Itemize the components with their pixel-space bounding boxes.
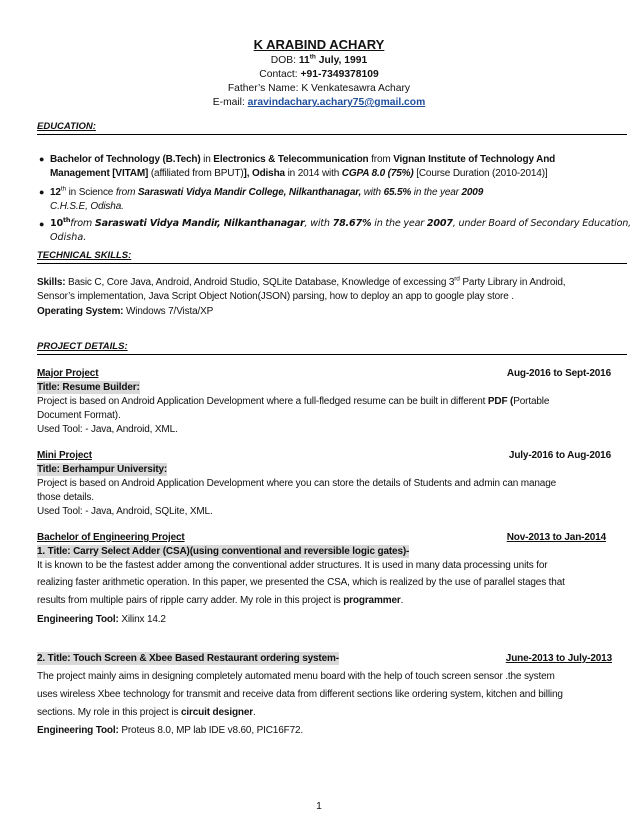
projects-heading: PROJECT DETAILS: (37, 341, 627, 355)
email-line: E-mail: aravindachary.achary75@gmail.com (212, 97, 426, 108)
bullet-icon: ● (39, 187, 45, 197)
be-desc-2: realizing faster arithmetic operation. In this paper, we presented the CSA, which is realized by the use of parallel stages that (37, 577, 565, 588)
be-project-label: Bachelor of Engineering Project (37, 532, 185, 543)
father-name: Father’s Name: K Venkatesawra Achary (227, 83, 411, 94)
touch-desc-3: sections. My role in this project is circuit designer. (37, 707, 256, 718)
tenth-line-2: Odisha. (50, 232, 87, 243)
mini-project-label: Mini Project (37, 450, 92, 461)
major-desc-2: Document Format). (37, 410, 121, 421)
be-desc-3: results from multiple pairs of ripple carry adder. My role in this project is programmer. (37, 595, 404, 606)
touch-desc-1: The project mainly aims in designing completely automated menu board with the help of touch screen sensor .the system (37, 671, 555, 682)
candidate-name: K ARABIND ACHARY (253, 37, 385, 52)
tenth-line-1: 10thfrom Saraswati Vidya Mandir, Nilkanthanagar, with 78.67% in the year 2007, under Board of Secondary Education, (50, 215, 632, 229)
skills-line-1: Skills: Basic C, Core Java, Android, Android Studio, SQLite Database, Knowledge of excessing 3rd Party Library in Android, (37, 275, 566, 288)
education-heading: EDUCATION: (37, 121, 627, 135)
major-project-dates: Aug-2016 to Sept-2016 (506, 368, 611, 379)
major-tool: Used Tool: - Java, Android, XML. (37, 424, 178, 435)
bullet-icon: ● (39, 219, 45, 229)
touch-project-dates: June-2013 to July-2013 (505, 653, 612, 664)
twelfth-line-2: C.H.S.E, Odisha. (50, 201, 124, 212)
os-line: Operating System: Windows 7/Vista/XP (37, 306, 214, 317)
touch-project-title: 2. Title: Touch Screen & Xbee Based Restaurant ordering system- (37, 653, 339, 664)
twelfth-line-1: 12th in Science from Saraswati Vidya Mandir College, Nilkanthanagar, with 65.5% in the year 2009 (50, 185, 484, 198)
major-desc-1: Project is based on Android Application Development where a full-fledged resume can be built in different PDF (Portable (37, 396, 550, 407)
skills-line-2: Sensor’s implementation, Java Script Object Notion(JSON) parsing, how to deploy an app to google play store . (37, 291, 514, 302)
be-project-dates: Nov-2013 to Jan-2014 (506, 532, 606, 543)
mini-desc-1: Project is based on Android Application Development where you can store the details of Students and admin can manage (37, 478, 557, 489)
be-desc-1: It is known to be the fastest adder among the conventional adder structures. It is used in many data processing units for (37, 560, 548, 571)
page-number: 1 (316, 801, 322, 812)
touch-tool: Engineering Tool: Proteus 8.0, MP lab IDE v8.60, PIC16F72. (37, 725, 304, 736)
mini-tool: Used Tool: - Java, Android, SQLite, XML. (37, 506, 213, 517)
bullet-icon: ● (39, 154, 45, 164)
be-project-title: 1. Title: Carry Select Adder (CSA)(using conventional and reversible logic gates)- (37, 546, 410, 557)
email-link[interactable]: aravindachary.achary75@gmail.com (247, 97, 426, 108)
btech-line-1: Bachelor of Technology (B.Tech) in Electronics & Telecommunication from Vignan Institute of Technology And (50, 154, 556, 165)
major-project-title: Title: Resume Builder: (37, 382, 140, 393)
mini-project-dates: July-2016 to Aug-2016 (508, 450, 611, 461)
mini-project-title: Title: Berhampur University: (37, 464, 168, 475)
skills-heading: TECHNICAL SKILLS: (37, 250, 627, 264)
btech-line-2: Management [VITAM] (affiliated from BPUT)], Odisha in 2014 with CGPA 8.0 (75%) [Course Duration (2010-2014)] (50, 168, 548, 179)
mini-desc-2: those details. (37, 492, 94, 503)
dob-line: DOB: 11th July, 1991 (270, 53, 368, 66)
be-tool: Engineering Tool: Xilinx 14.2 (37, 614, 166, 625)
touch-desc-2: uses wireless Xbee technology for transmit and receive data from different sections like ordering system, kitchen and billing (37, 689, 563, 700)
major-project-label: Major Project (37, 368, 99, 379)
contact-line: Contact: +91-7349378109 (259, 69, 379, 80)
